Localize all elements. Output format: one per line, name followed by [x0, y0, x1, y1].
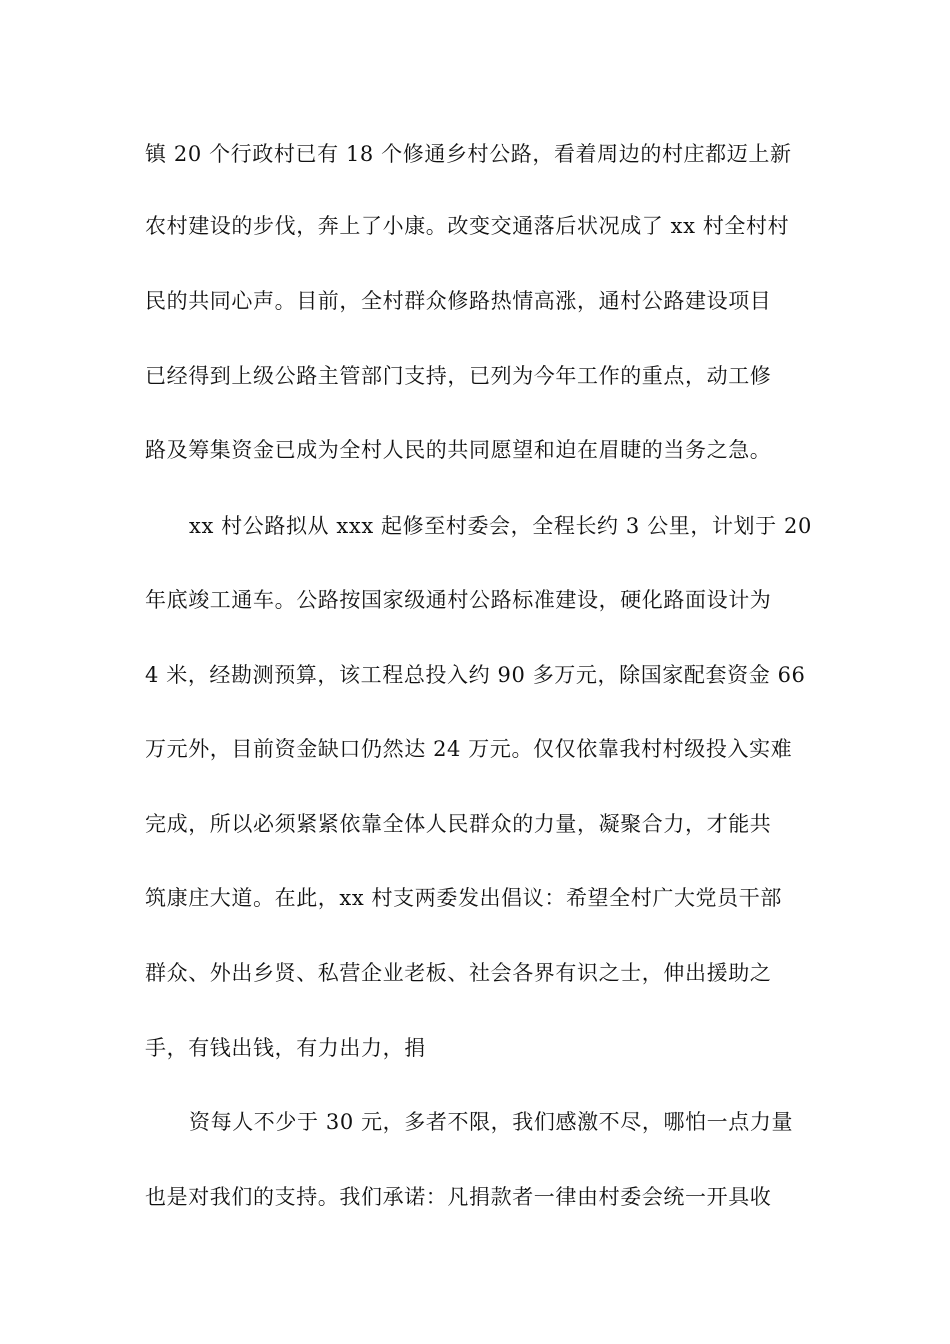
text-line: 年底竣工通车。公路按国家级通村公路标准建设，硬化路面设计为	[145, 588, 772, 612]
text-line: 筑康庄大道。在此，xx 村支两委发出倡议：希望全村广大党员干部	[145, 886, 782, 910]
paragraph-first-line: xx 村公路拟从 xxx 起修至村委会，全程长约 3 公里，计划于 20	[189, 514, 812, 538]
text-line: 民的共同心声。目前，全村群众修路热情高涨，通村公路建设项目	[145, 289, 772, 313]
text-line: 万元外，目前资金缺口仍然达 24 万元。仅仅依靠我村村级投入实难	[145, 737, 793, 761]
text-line: 群众、外出乡贤、私营企业老板、社会各界有识之士，伸出援助之	[145, 961, 772, 985]
text-line: 也是对我们的支持。我们承诺：凡捐款者一律由村委会统一开具收	[145, 1185, 772, 1209]
text-line: 完成，所以必须紧紧依靠全体人民群众的力量，凝聚合力，才能共	[145, 812, 772, 836]
text-line: 手，有钱出钱，有力出力，捐	[145, 1036, 426, 1060]
paragraph-first-line: 资每人不少于 30 元，多者不限，我们感激不尽，哪怕一点力量	[189, 1110, 794, 1134]
text-line: 4 米，经勘测预算，该工程总投入约 90 多万元，除国家配套资金 66	[145, 663, 806, 687]
text-line: 已经得到上级公路主管部门支持，已列为今年工作的重点，动工修	[145, 364, 772, 388]
text-line: 路及筹集资金已成为全村人民的共同愿望和迫在眉睫的当务之急。	[145, 438, 772, 462]
text-line: 镇 20 个行政村已有 18 个修通乡村公路，看着周边的村庄都迈上新	[145, 142, 792, 166]
text-line: 农村建设的步伐，奔上了小康。改变交通落后状况成了 xx 村全村村	[145, 214, 790, 238]
